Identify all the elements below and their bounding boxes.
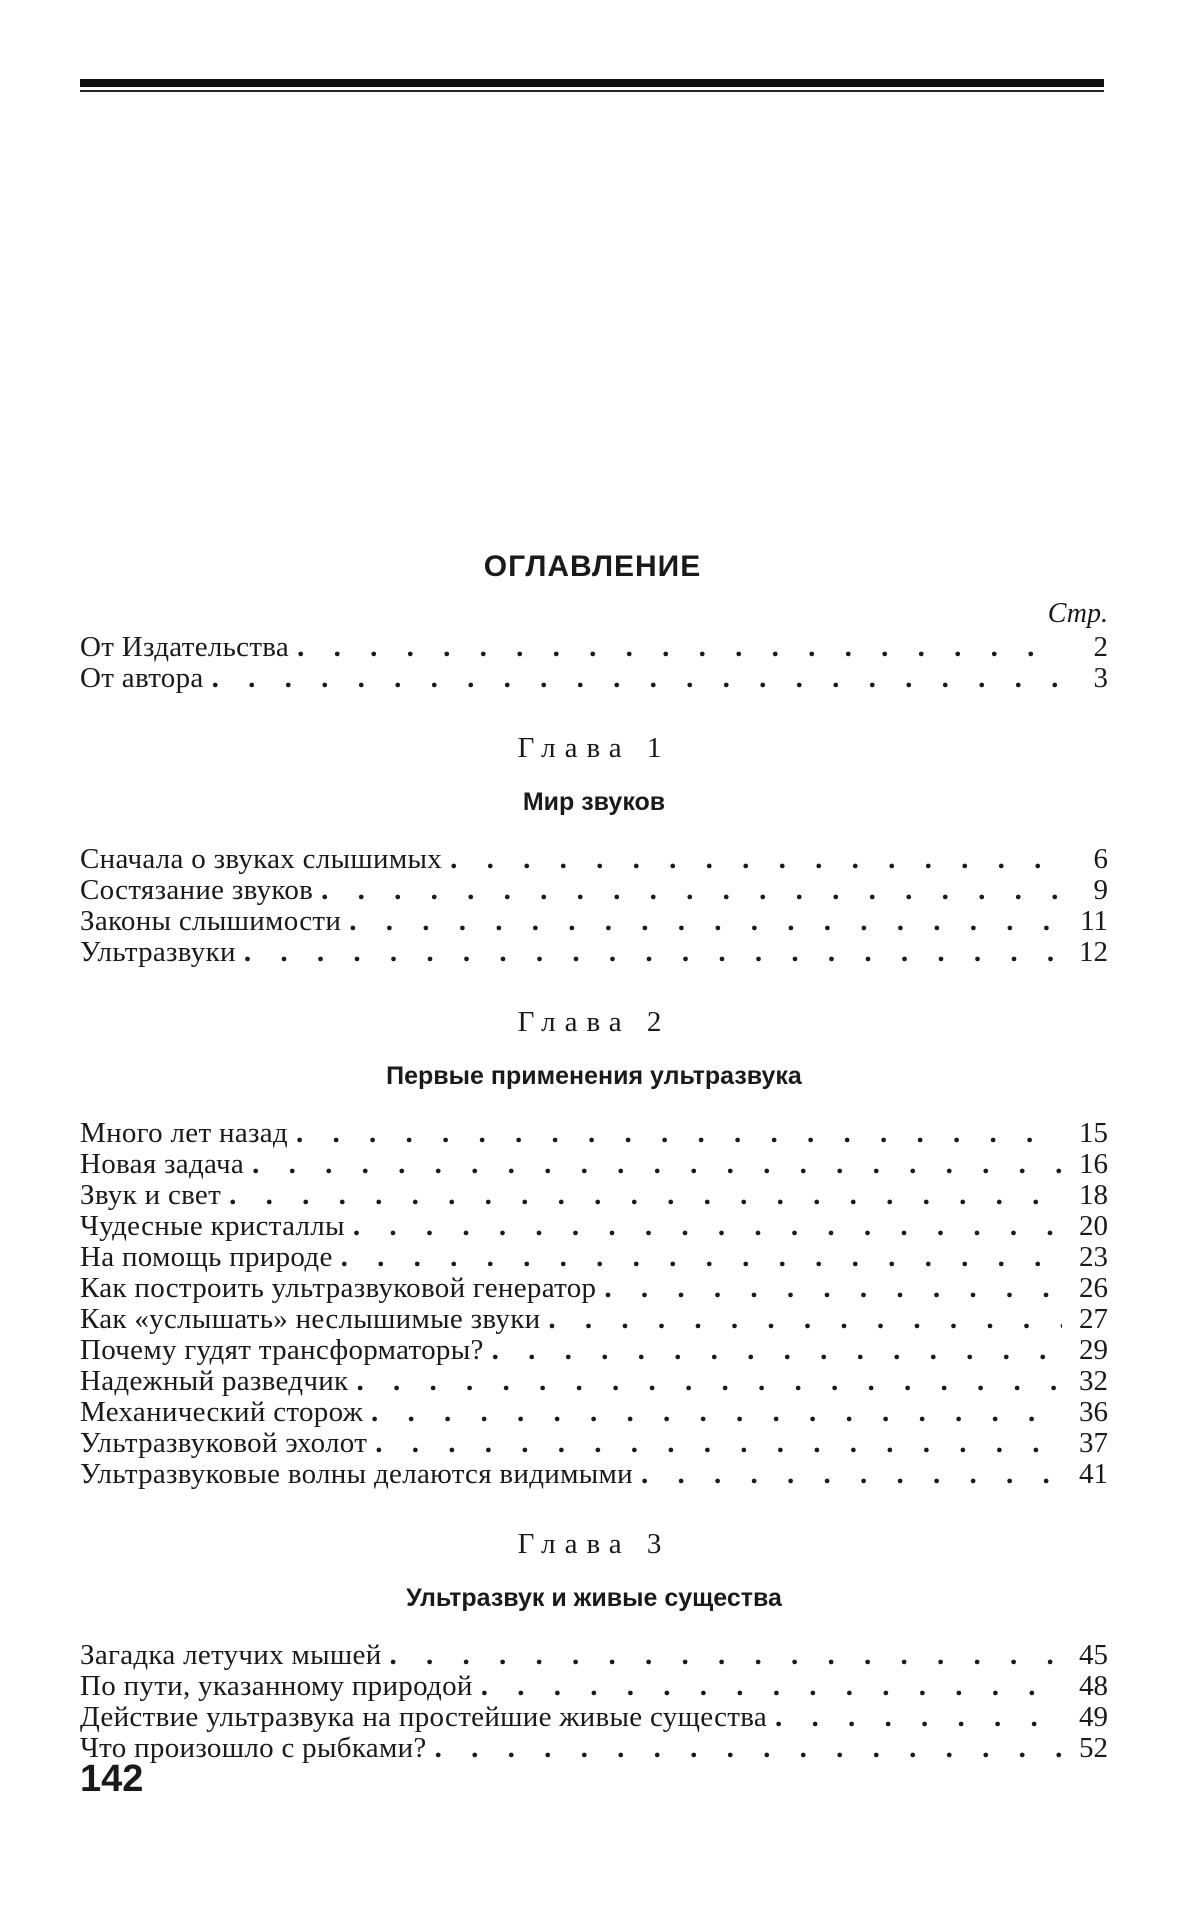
dot-leader xyxy=(229,1180,1062,1211)
chapter-subtitle: Мир звуков xyxy=(522,788,666,816)
toc-entry xyxy=(80,1702,1108,1733)
dot-leader xyxy=(481,1671,1062,1702)
toc-entry-page: 23 xyxy=(1079,1241,1108,1273)
toc-entry-page: 52 xyxy=(1079,1732,1108,1764)
toc-entry xyxy=(80,937,1108,968)
toc-entry-page: 41 xyxy=(1079,1458,1108,1490)
toc-entry xyxy=(80,1180,1108,1211)
dot-leader xyxy=(321,875,1062,906)
dot-leader xyxy=(435,1733,1062,1764)
dot-leader xyxy=(371,1397,1062,1428)
toc-entry xyxy=(80,1671,1108,1702)
toc-entry-title: Действие ультразвука на простейшие живые существа xyxy=(80,1701,768,1733)
dot-leader xyxy=(244,937,1062,968)
chapter-label: Глава 3 xyxy=(517,1528,671,1560)
toc-entry xyxy=(80,844,1108,875)
toc-entry-page: 48 xyxy=(1079,1670,1108,1702)
toc-entry-title: Законы слышимости xyxy=(80,905,342,937)
toc-entry xyxy=(80,663,1108,694)
toc-entry-page: 18 xyxy=(1079,1179,1108,1211)
toc-entry-page: 20 xyxy=(1079,1210,1108,1242)
toc-entry-title: Ультразвуковые волны делаются видимыми xyxy=(80,1458,633,1490)
toc-entry xyxy=(80,1428,1108,1459)
toc-entry-title: Чудесные кристаллы xyxy=(80,1210,345,1242)
toc-entry-page: 12 xyxy=(1079,936,1108,968)
dot-leader xyxy=(356,1366,1062,1397)
toc-entry-title: На помощь природе xyxy=(80,1241,333,1273)
dot-leader xyxy=(492,1335,1062,1366)
chapter-subtitle: Первые применения ультразвука xyxy=(386,1062,802,1090)
dot-leader xyxy=(349,906,1062,937)
toc-entry-title: Загадка летучих мышей xyxy=(80,1639,382,1671)
toc-entry-page: 29 xyxy=(1079,1334,1108,1366)
toc-entry-page: 11 xyxy=(1080,905,1108,937)
toc-body xyxy=(80,632,1108,1764)
toc-entry-page: 26 xyxy=(1079,1272,1108,1304)
toc-entry-title: Новая задача xyxy=(80,1148,245,1180)
toc-entry-page: 2 xyxy=(1093,631,1108,663)
toc-entry-title: От автора xyxy=(80,662,204,694)
toc-entry xyxy=(80,1242,1108,1273)
dot-leader xyxy=(252,1149,1062,1180)
chapter-subtitle: Ультразвук и живые существа xyxy=(406,1584,782,1612)
toc-entry-page: 15 xyxy=(1079,1117,1108,1149)
toc-entry-title: От Издательства xyxy=(80,631,290,663)
toc-entry-title: Механический сторож xyxy=(80,1396,364,1428)
dot-leader xyxy=(450,844,1062,875)
toc-entry-title: Надежный разведчик xyxy=(80,1365,349,1397)
toc-entry xyxy=(80,1211,1108,1242)
header-rule-thick xyxy=(80,79,1104,87)
page-number: 142 xyxy=(80,1758,144,1800)
toc-entry-title: Как «услышать» неслышимые звуки xyxy=(80,1303,541,1335)
toc-entry-page: 6 xyxy=(1093,843,1108,875)
dot-leader xyxy=(604,1273,1062,1304)
toc-entry-title: Звук и свет xyxy=(80,1179,222,1211)
dot-leader xyxy=(296,1118,1062,1149)
toc-entry-title: Сначала о звуках слышимых xyxy=(80,843,443,875)
toc-entry-page: 3 xyxy=(1093,662,1108,694)
toc-entry xyxy=(80,632,1108,663)
toc-entry xyxy=(80,1733,1108,1764)
toc-entry xyxy=(80,1149,1108,1180)
toc-entry xyxy=(80,1459,1108,1490)
dot-leader xyxy=(297,632,1062,663)
toc-entry-page: 9 xyxy=(1093,874,1108,906)
toc-entry-title: Как построить ультразвуковой генератор xyxy=(80,1272,597,1304)
toc-entry-page: 36 xyxy=(1079,1396,1108,1428)
dot-leader xyxy=(375,1428,1062,1459)
toc-entry-title: Много лет назад xyxy=(80,1117,288,1149)
toc-entry-title: Что произошло с рыбками? xyxy=(80,1732,427,1764)
toc-entry-title: Ультразвуковой эхолот xyxy=(80,1427,368,1459)
toc-entry xyxy=(80,875,1108,906)
header-rule-thin xyxy=(80,90,1104,92)
toc-entry-title: По пути, указанному природой xyxy=(80,1670,473,1702)
toc-title: ОГЛАВЛЕНИЕ xyxy=(483,550,702,583)
toc-entry xyxy=(80,1397,1108,1428)
toc-entry xyxy=(80,1118,1108,1149)
page-column-label: Стр. xyxy=(1047,598,1108,629)
toc-entry xyxy=(80,1335,1108,1366)
toc-entry xyxy=(80,906,1108,937)
toc-entry-title: Ультразвуки xyxy=(80,936,236,968)
dot-leader xyxy=(212,663,1062,694)
toc-entry xyxy=(80,1273,1108,1304)
toc-entry-title: Состязание звуков xyxy=(80,874,314,906)
dot-leader xyxy=(341,1242,1062,1273)
chapter-label: Глава 1 xyxy=(517,732,671,764)
dot-leader xyxy=(775,1702,1062,1733)
dot-leader xyxy=(390,1640,1062,1671)
toc-entry-page: 32 xyxy=(1079,1365,1108,1397)
dot-leader xyxy=(548,1304,1062,1335)
toc-entry-page: 27 xyxy=(1079,1303,1108,1335)
toc-entry-page: 16 xyxy=(1079,1148,1108,1180)
dot-leader xyxy=(641,1459,1062,1490)
toc-entry-page: 37 xyxy=(1079,1427,1108,1459)
toc-entry xyxy=(80,1304,1108,1335)
toc-entry-page: 45 xyxy=(1079,1639,1108,1671)
toc-entry-page: 49 xyxy=(1079,1701,1108,1733)
dot-leader xyxy=(353,1211,1062,1242)
toc-entry-title: Почему гудят трансформаторы? xyxy=(80,1334,484,1366)
toc-entry xyxy=(80,1366,1108,1397)
chapter-label: Глава 2 xyxy=(517,1006,671,1038)
toc-entry xyxy=(80,1640,1108,1671)
